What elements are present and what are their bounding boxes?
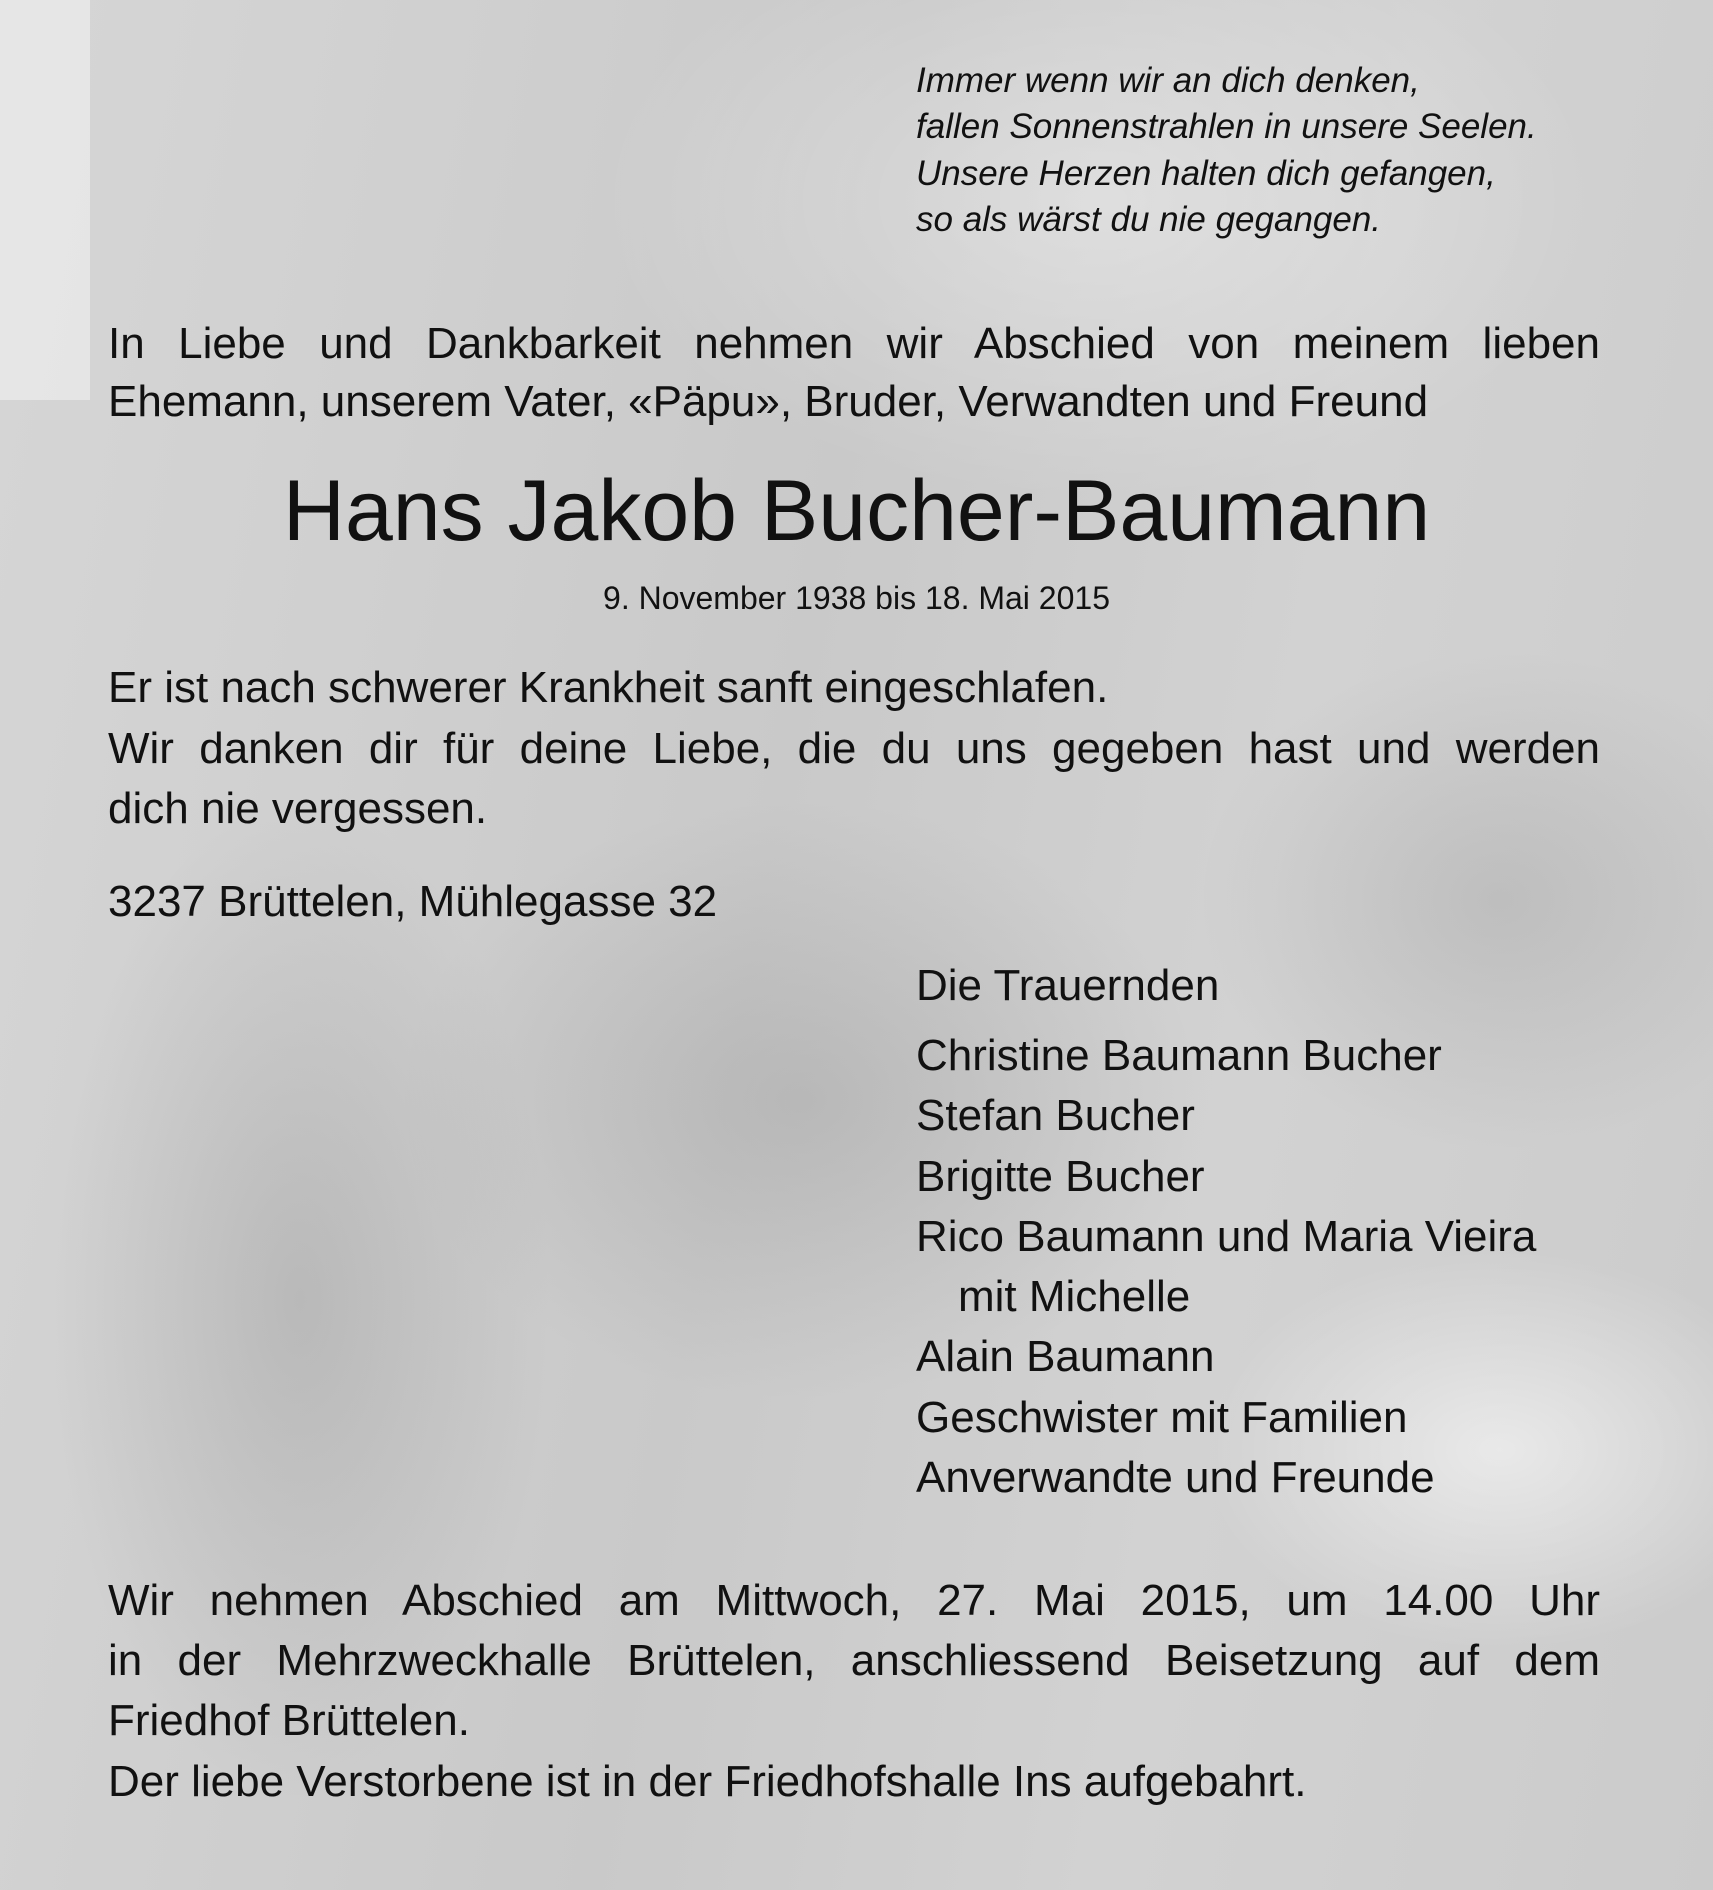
message-line: Wir danken dir für deine Liebe, die du uns gegeben hast und werden [108, 724, 1600, 773]
mourner: Rico Baumann und Maria Vieira [916, 1212, 1537, 1261]
funeral-line: Der liebe Verstorbene ist in der Friedhofshalle Ins aufgebahrt. [108, 1757, 1307, 1806]
mourner: mit Michelle [958, 1272, 1191, 1321]
intro-line: Ehemann, unserem Vater, «Päpu», Bruder, Verwandten und Freund [108, 377, 1429, 426]
mourners-heading: Die Trauernden [916, 961, 1220, 1010]
mourner: Christine Baumann Bucher [916, 1031, 1442, 1080]
funeral-line: in der Mehrzweckhalle Brüttelen, anschliessend Beisetzung auf dem [108, 1636, 1600, 1685]
poem-line: Unsere Herzen halten dich gefangen, [916, 154, 1496, 193]
funeral-line: Friedhof Brüttelen. [108, 1696, 470, 1745]
mourner: Alain Baumann [916, 1332, 1215, 1381]
message-line: dich nie vergessen. [108, 784, 488, 833]
address: 3237 Brüttelen, Mühlegasse 32 [108, 877, 718, 926]
funeral-line: Wir nehmen Abschied am Mittwoch, 27. Mai 2015, um 14.00 Uhr [108, 1576, 1600, 1625]
mourner: Geschwister mit Familien [916, 1393, 1408, 1442]
mourner: Anverwandte und Freunde [916, 1453, 1435, 1502]
mourner: Stefan Bucher [916, 1091, 1195, 1140]
life-dates: 9. November 1938 bis 18. Mai 2015 [603, 580, 1110, 616]
message-line: Er ist nach schwerer Krankheit sanft eingeschlafen. [108, 663, 1109, 712]
background-photo [0, 0, 90, 400]
poem-line: fallen Sonnenstrahlen in unsere Seelen. [916, 107, 1537, 146]
poem-line: so als wärst du nie gegangen. [916, 200, 1382, 239]
poem-line: Immer wenn wir an dich denken, [916, 61, 1420, 100]
intro-line: In Liebe und Dankbarkeit nehmen wir Abschied von meinem lieben [108, 319, 1600, 368]
deceased-name: Hans Jakob Bucher-Baumann [282, 463, 1431, 559]
mourner: Brigitte Bucher [916, 1152, 1205, 1201]
